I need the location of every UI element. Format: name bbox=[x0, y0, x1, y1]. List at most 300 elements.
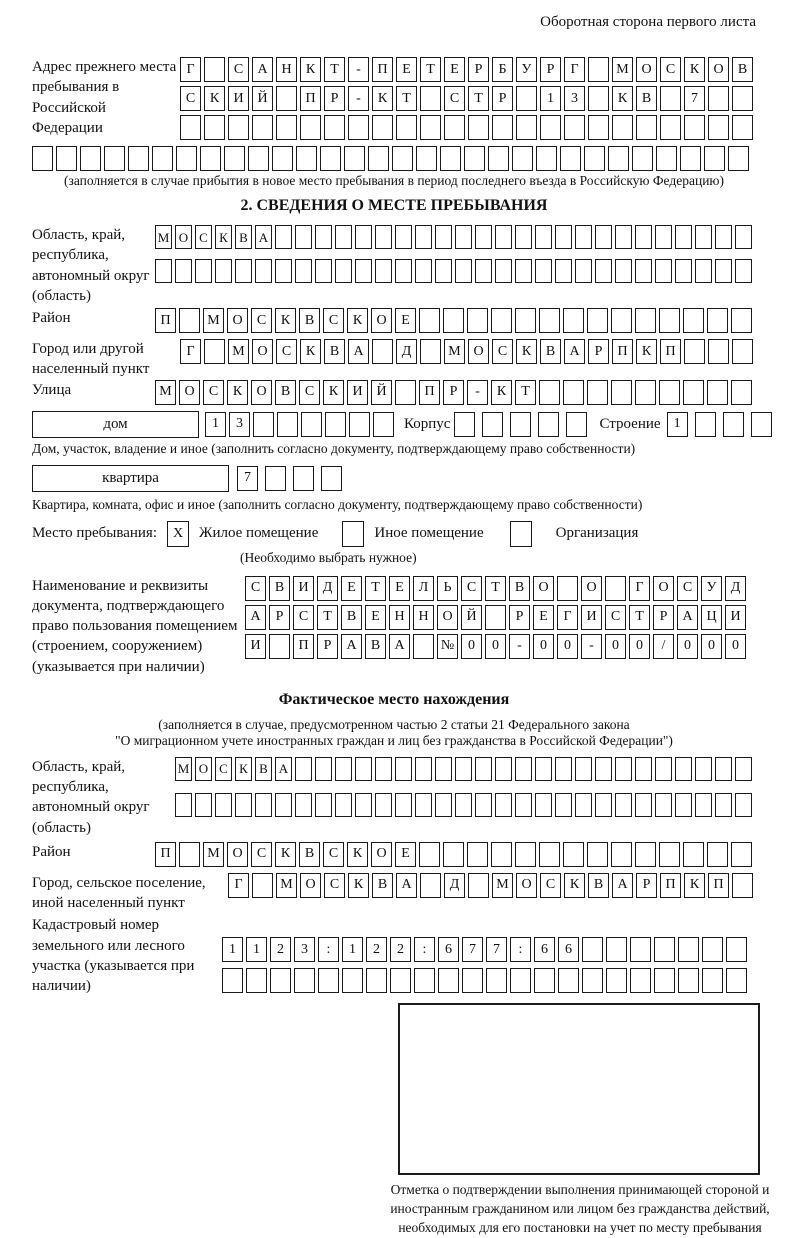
char-cell: Л bbox=[413, 576, 434, 601]
char-cell bbox=[588, 86, 609, 111]
char-cell: Е bbox=[444, 57, 465, 82]
char-cell bbox=[492, 115, 513, 140]
char-cell: П bbox=[660, 873, 681, 898]
char-cell bbox=[707, 842, 728, 867]
char-cell bbox=[535, 225, 552, 249]
char-cell bbox=[654, 968, 675, 993]
char-cell: К bbox=[684, 57, 705, 82]
char-cell bbox=[272, 146, 293, 171]
char-cell: О bbox=[227, 842, 248, 867]
char-cell: Р bbox=[317, 634, 338, 659]
char-cell bbox=[204, 115, 225, 140]
char-cell: 2 bbox=[270, 937, 291, 962]
char-cell: С bbox=[195, 225, 212, 249]
char-cell bbox=[375, 757, 392, 781]
char-cell: 7 bbox=[237, 466, 258, 491]
place-type-label: Место пребывания: bbox=[32, 525, 157, 541]
char-cell bbox=[684, 115, 705, 140]
char-cell: 0 bbox=[461, 634, 482, 659]
char-cell: С bbox=[323, 308, 344, 333]
char-cell bbox=[683, 842, 704, 867]
char-cell: Р bbox=[324, 86, 345, 111]
char-cell bbox=[635, 380, 656, 405]
stroenie-cells bbox=[667, 412, 772, 437]
char-cell: К bbox=[235, 757, 252, 781]
char-cell bbox=[415, 225, 432, 249]
char-cell: 2 bbox=[390, 937, 411, 962]
previous-address-row-2 bbox=[180, 86, 753, 111]
char-cell bbox=[563, 308, 584, 333]
char-cell: С bbox=[180, 86, 201, 111]
char-cell bbox=[349, 412, 370, 437]
char-cell bbox=[539, 380, 560, 405]
char-cell: О bbox=[708, 57, 729, 82]
char-cell bbox=[655, 757, 672, 781]
char-cell bbox=[630, 968, 651, 993]
apartment-rect-label: квартира bbox=[32, 465, 229, 492]
char-cell bbox=[515, 793, 532, 817]
previous-address-caption: (заполняется в случае прибытия в новое место пребывания в период последнего въезда в Российскую Федерацию) bbox=[63, 173, 725, 188]
char-cell bbox=[56, 146, 77, 171]
char-cell: О bbox=[468, 339, 489, 364]
char-cell: П bbox=[612, 339, 633, 364]
char-cell: 1 bbox=[222, 937, 243, 962]
other-premises-option-label: Иное помещение bbox=[374, 525, 484, 541]
char-cell: К bbox=[275, 842, 296, 867]
char-cell bbox=[588, 115, 609, 140]
char-cell bbox=[605, 576, 626, 601]
char-cell: С bbox=[444, 86, 465, 111]
char-cell bbox=[535, 757, 552, 781]
char-cell bbox=[200, 146, 221, 171]
char-cell: О bbox=[252, 339, 273, 364]
char-cell: О bbox=[636, 57, 657, 82]
char-cell: М bbox=[203, 308, 224, 333]
char-cell bbox=[695, 793, 712, 817]
char-cell bbox=[315, 793, 332, 817]
char-cell: Е bbox=[389, 576, 410, 601]
char-cell: О bbox=[371, 842, 392, 867]
region-block bbox=[32, 225, 756, 306]
char-cell: Ь bbox=[437, 576, 458, 601]
char-cell: И bbox=[725, 605, 746, 630]
char-cell: И bbox=[293, 576, 314, 601]
char-cell: П bbox=[372, 57, 393, 82]
char-cell: К bbox=[227, 380, 248, 405]
char-cell bbox=[275, 793, 292, 817]
char-cell bbox=[325, 412, 346, 437]
char-cell bbox=[295, 259, 312, 283]
char-cell: Т bbox=[420, 57, 441, 82]
char-cell bbox=[270, 968, 291, 993]
char-cell bbox=[475, 259, 492, 283]
checkbox-organization[interactable] bbox=[510, 521, 532, 547]
char-cell bbox=[152, 146, 173, 171]
char-cell bbox=[301, 412, 322, 437]
char-cell: Г bbox=[557, 605, 578, 630]
previous-address-row-3 bbox=[180, 115, 753, 140]
char-cell: М bbox=[175, 757, 192, 781]
char-cell: Г bbox=[180, 57, 201, 82]
checkbox-residential[interactable]: X bbox=[167, 521, 189, 547]
apartment-cells bbox=[237, 466, 342, 491]
char-cell bbox=[180, 115, 201, 140]
char-cell bbox=[395, 380, 416, 405]
char-cell: С bbox=[677, 576, 698, 601]
char-cell bbox=[702, 937, 723, 962]
char-cell bbox=[723, 412, 744, 437]
char-cell bbox=[368, 146, 389, 171]
char-cell bbox=[635, 308, 656, 333]
char-cell bbox=[300, 115, 321, 140]
char-cell: С bbox=[245, 576, 266, 601]
char-cell bbox=[392, 146, 413, 171]
char-cell bbox=[420, 339, 441, 364]
char-cell: С bbox=[324, 873, 345, 898]
char-cell: П bbox=[293, 634, 314, 659]
char-cell: В bbox=[269, 576, 290, 601]
char-cell bbox=[635, 793, 652, 817]
char-cell: С bbox=[251, 842, 272, 867]
char-cell bbox=[659, 842, 680, 867]
char-cell: М bbox=[155, 225, 172, 249]
korpus-label: Корпус bbox=[404, 415, 451, 432]
char-cell: 1 bbox=[342, 937, 363, 962]
char-cell: И bbox=[581, 605, 602, 630]
char-cell: С bbox=[203, 380, 224, 405]
char-cell: К bbox=[204, 86, 225, 111]
char-cell: В bbox=[540, 339, 561, 364]
char-cell bbox=[235, 259, 252, 283]
char-cell: В bbox=[299, 842, 320, 867]
char-cell bbox=[455, 757, 472, 781]
char-cell bbox=[293, 466, 314, 491]
document-row-3 bbox=[245, 634, 746, 659]
char-cell bbox=[536, 146, 557, 171]
char-cell bbox=[534, 968, 555, 993]
char-cell: 7 bbox=[462, 937, 483, 962]
char-cell: О bbox=[300, 873, 321, 898]
stamp-caption: Отметка о подтверждении выполнения принимающей стороной и иностранным гражданином или лицом без гражданства действий, необходимых для его постановки на учет по месту пребывания bbox=[390, 1182, 770, 1236]
korpus-cells bbox=[454, 412, 587, 437]
char-cell bbox=[335, 259, 352, 283]
char-cell bbox=[656, 146, 677, 171]
char-cell: Е bbox=[341, 576, 362, 601]
char-cell bbox=[515, 842, 536, 867]
char-cell: С bbox=[605, 605, 626, 630]
char-cell: Н bbox=[389, 605, 410, 630]
char-cell: О bbox=[516, 873, 537, 898]
char-cell bbox=[708, 339, 729, 364]
actual-location-caption-2: "О миграционном учете иностранных граждан и лиц без гражданства в Российской Федерации") bbox=[115, 732, 673, 748]
char-cell bbox=[462, 968, 483, 993]
char-cell: А bbox=[341, 634, 362, 659]
char-cell bbox=[582, 968, 603, 993]
char-cell bbox=[276, 115, 297, 140]
char-cell bbox=[654, 937, 675, 962]
char-cell bbox=[224, 146, 245, 171]
char-cell bbox=[454, 412, 475, 437]
char-cell: - bbox=[467, 380, 488, 405]
char-cell: Т bbox=[324, 57, 345, 82]
char-cell: А bbox=[275, 757, 292, 781]
char-cell bbox=[235, 793, 252, 817]
char-cell bbox=[128, 146, 149, 171]
char-cell bbox=[486, 968, 507, 993]
street-label: Улица bbox=[32, 381, 72, 398]
previous-address-row-4 bbox=[32, 146, 756, 171]
char-cell bbox=[515, 225, 532, 249]
char-cell bbox=[269, 634, 290, 659]
char-cell bbox=[222, 968, 243, 993]
char-cell bbox=[636, 115, 657, 140]
char-cell: П bbox=[300, 86, 321, 111]
char-cell bbox=[228, 115, 249, 140]
char-cell: А bbox=[389, 634, 410, 659]
char-cell: С bbox=[660, 57, 681, 82]
char-cell bbox=[535, 793, 552, 817]
char-cell bbox=[584, 146, 605, 171]
region-label: Область, край, республика, автономный округ (область) bbox=[32, 227, 150, 304]
char-cell bbox=[566, 412, 587, 437]
char-cell: 1 bbox=[246, 937, 267, 962]
char-cell: К bbox=[516, 339, 537, 364]
char-cell bbox=[265, 466, 286, 491]
char-cell bbox=[435, 225, 452, 249]
char-cell bbox=[440, 146, 461, 171]
char-cell: А bbox=[252, 57, 273, 82]
char-cell bbox=[655, 793, 672, 817]
char-cell: О bbox=[175, 225, 192, 249]
char-cell bbox=[611, 308, 632, 333]
char-cell bbox=[595, 757, 612, 781]
char-cell: 0 bbox=[725, 634, 746, 659]
char-cell: Г bbox=[180, 339, 201, 364]
char-cell bbox=[179, 842, 200, 867]
char-cell bbox=[80, 146, 101, 171]
char-cell bbox=[708, 115, 729, 140]
char-cell bbox=[635, 259, 652, 283]
char-cell bbox=[372, 339, 393, 364]
char-cell bbox=[555, 757, 572, 781]
page-top-note: Оборотная сторона первого листа bbox=[540, 14, 756, 30]
char-cell: С bbox=[540, 873, 561, 898]
char-cell bbox=[467, 842, 488, 867]
char-cell bbox=[695, 225, 712, 249]
char-cell: П bbox=[660, 339, 681, 364]
place-type-caption: (Необходимо выбрать нужное) bbox=[240, 549, 417, 565]
char-cell: П bbox=[419, 380, 440, 405]
char-cell bbox=[277, 412, 298, 437]
char-cell: К bbox=[300, 57, 321, 82]
char-cell bbox=[615, 259, 632, 283]
char-cell: В bbox=[636, 86, 657, 111]
char-cell: - bbox=[581, 634, 602, 659]
char-cell: С bbox=[299, 380, 320, 405]
char-cell bbox=[395, 225, 412, 249]
char-cell: : bbox=[510, 937, 531, 962]
char-cell bbox=[715, 259, 732, 283]
char-cell: Т bbox=[468, 86, 489, 111]
char-cell bbox=[195, 793, 212, 817]
char-cell: : bbox=[318, 937, 339, 962]
char-cell: Т bbox=[515, 380, 536, 405]
char-cell bbox=[296, 146, 317, 171]
char-cell: Д bbox=[725, 576, 746, 601]
char-cell bbox=[707, 380, 728, 405]
cadastral-row-2 bbox=[222, 968, 747, 993]
char-cell bbox=[495, 757, 512, 781]
char-cell bbox=[732, 86, 753, 111]
char-cell bbox=[495, 793, 512, 817]
char-cell bbox=[253, 412, 274, 437]
char-cell: Т bbox=[317, 605, 338, 630]
char-cell: С bbox=[323, 842, 344, 867]
char-cell: 0 bbox=[629, 634, 650, 659]
char-cell: К bbox=[323, 380, 344, 405]
char-cell bbox=[563, 380, 584, 405]
char-cell bbox=[295, 225, 312, 249]
char-cell bbox=[516, 86, 537, 111]
char-cell: Р bbox=[540, 57, 561, 82]
char-cell bbox=[539, 308, 560, 333]
char-cell: В bbox=[275, 380, 296, 405]
char-cell bbox=[252, 873, 273, 898]
char-cell bbox=[435, 757, 452, 781]
char-cell: М bbox=[276, 873, 297, 898]
actual-city-block bbox=[32, 873, 756, 914]
residential-option-label: Жилое помещение bbox=[199, 525, 319, 541]
char-cell bbox=[413, 634, 434, 659]
char-cell: Г bbox=[564, 57, 585, 82]
char-cell: С bbox=[461, 576, 482, 601]
char-cell bbox=[315, 225, 332, 249]
char-cell bbox=[495, 259, 512, 283]
char-cell bbox=[731, 308, 752, 333]
char-cell bbox=[563, 842, 584, 867]
char-cell: М bbox=[444, 339, 465, 364]
actual-region-block bbox=[32, 757, 756, 838]
char-cell bbox=[415, 757, 432, 781]
char-cell: Е bbox=[395, 308, 416, 333]
char-cell bbox=[732, 115, 753, 140]
char-cell bbox=[255, 259, 272, 283]
char-cell bbox=[731, 380, 752, 405]
char-cell bbox=[419, 842, 440, 867]
char-cell: И bbox=[347, 380, 368, 405]
char-cell: Р bbox=[492, 86, 513, 111]
char-cell bbox=[612, 115, 633, 140]
checkbox-other-premises[interactable] bbox=[342, 521, 364, 547]
previous-address-label: Адрес прежнего места пребывания в Российской Федерации bbox=[32, 59, 177, 136]
char-cell bbox=[632, 146, 653, 171]
char-cell: - bbox=[509, 634, 530, 659]
char-cell: Д bbox=[317, 576, 338, 601]
char-cell bbox=[659, 380, 680, 405]
char-cell: Т bbox=[629, 605, 650, 630]
char-cell: О bbox=[653, 576, 674, 601]
char-cell: П bbox=[708, 873, 729, 898]
char-cell bbox=[455, 225, 472, 249]
char-cell: Е bbox=[396, 57, 417, 82]
char-cell: - bbox=[348, 57, 369, 82]
char-cell: В bbox=[299, 308, 320, 333]
char-cell: В bbox=[365, 634, 386, 659]
char-cell: Р bbox=[443, 380, 464, 405]
char-cell: Р bbox=[509, 605, 530, 630]
char-cell bbox=[635, 757, 652, 781]
char-cell bbox=[715, 757, 732, 781]
city-row bbox=[180, 339, 753, 364]
char-cell: 1 bbox=[540, 86, 561, 111]
char-cell bbox=[575, 793, 592, 817]
document-block bbox=[32, 576, 756, 677]
char-cell bbox=[252, 115, 273, 140]
char-cell bbox=[660, 115, 681, 140]
cadastral-block bbox=[32, 915, 756, 997]
char-cell bbox=[515, 308, 536, 333]
char-cell: К bbox=[564, 873, 585, 898]
char-cell: К bbox=[347, 842, 368, 867]
char-cell: А bbox=[396, 873, 417, 898]
house-number-cells bbox=[205, 412, 394, 437]
char-cell: В bbox=[588, 873, 609, 898]
char-cell bbox=[275, 225, 292, 249]
char-cell: К bbox=[215, 225, 232, 249]
char-cell bbox=[683, 308, 704, 333]
char-cell: : bbox=[414, 937, 435, 962]
char-cell bbox=[485, 605, 506, 630]
char-cell bbox=[675, 757, 692, 781]
char-cell bbox=[595, 225, 612, 249]
char-cell: К bbox=[275, 308, 296, 333]
city-block bbox=[32, 339, 756, 380]
char-cell bbox=[708, 86, 729, 111]
char-cell: Р bbox=[588, 339, 609, 364]
char-cell bbox=[342, 968, 363, 993]
char-cell bbox=[416, 146, 437, 171]
char-cell bbox=[684, 339, 705, 364]
char-cell bbox=[675, 793, 692, 817]
char-cell: Е bbox=[395, 842, 416, 867]
char-cell bbox=[695, 259, 712, 283]
char-cell: Н bbox=[276, 57, 297, 82]
previous-address-block bbox=[32, 57, 756, 144]
char-cell bbox=[512, 146, 533, 171]
char-cell bbox=[204, 57, 225, 82]
char-cell bbox=[175, 259, 192, 283]
char-cell: М bbox=[155, 380, 176, 405]
char-cell bbox=[455, 793, 472, 817]
actual-location-caption-1: (заполняется в случае, предусмотренном частью 2 статьи 21 Федерального закона bbox=[158, 716, 630, 732]
char-cell: Т bbox=[365, 576, 386, 601]
char-cell: Й bbox=[252, 86, 273, 111]
char-cell bbox=[355, 793, 372, 817]
char-cell bbox=[204, 339, 225, 364]
actual-district-row bbox=[155, 842, 752, 867]
char-cell: В bbox=[341, 605, 362, 630]
char-cell: 1 bbox=[667, 412, 688, 437]
char-cell: О bbox=[251, 380, 272, 405]
char-cell bbox=[335, 225, 352, 249]
char-cell bbox=[455, 259, 472, 283]
char-cell bbox=[587, 380, 608, 405]
char-cell: 6 bbox=[438, 937, 459, 962]
char-cell bbox=[704, 146, 725, 171]
char-cell bbox=[179, 308, 200, 333]
char-cell bbox=[575, 259, 592, 283]
char-cell bbox=[475, 793, 492, 817]
